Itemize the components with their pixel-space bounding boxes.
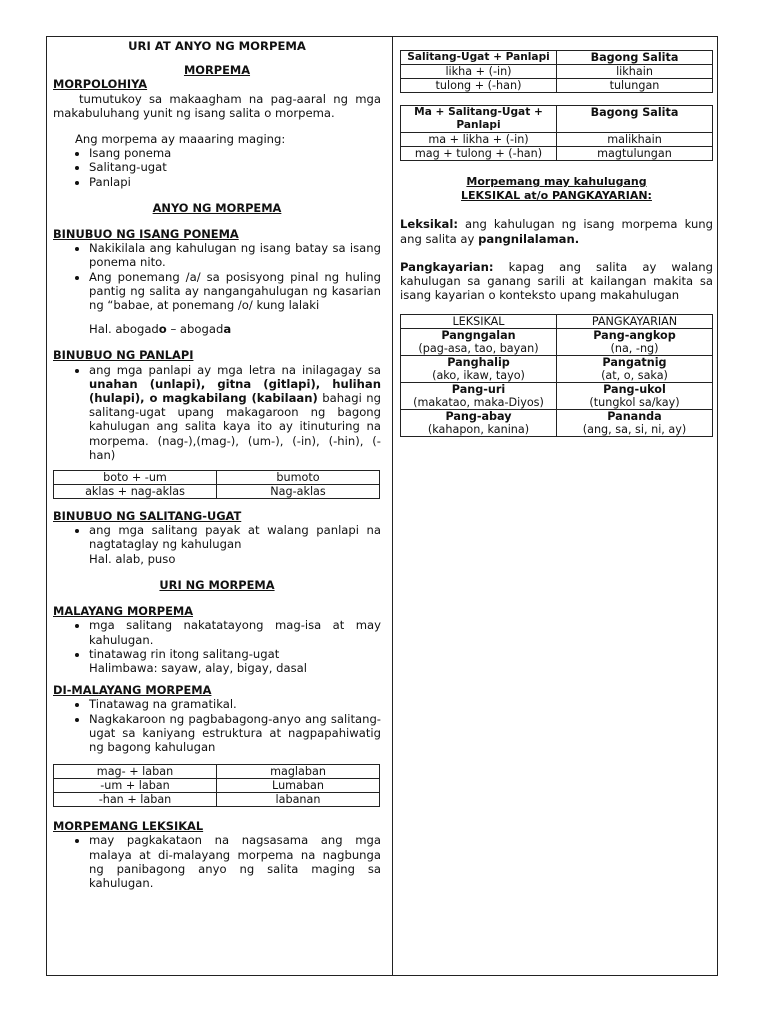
table-cell bbox=[401, 383, 557, 410]
list-item: • Panlapi bbox=[89, 175, 381, 189]
leksikal-label: Leksikal: bbox=[400, 217, 458, 232]
list-item: • Ang ponemang /a/ sa posisyong pinal ng huling pantig ng salita ay nangangahulugan ng kasarian ng “babae, at ponemang /o/ kung lalaki bbox=[89, 270, 381, 313]
leksikal-bold: pangnilalaman. bbox=[478, 231, 580, 246]
table-cell: bumoto bbox=[217, 471, 380, 485]
ugat-example: Hal. alab, puso bbox=[89, 551, 176, 566]
maaring-list bbox=[53, 146, 381, 189]
list-item bbox=[89, 363, 381, 462]
right-column bbox=[400, 39, 713, 437]
table-cell bbox=[401, 329, 557, 356]
document-title: URI AT ANYO NG MORPEMA bbox=[128, 39, 306, 53]
dimalaya-heading: DI-MALAYANG MORPEMA bbox=[53, 683, 212, 698]
cell-title: Panghalip bbox=[447, 356, 510, 370]
table-cell: aklas + nag-aklas bbox=[54, 485, 217, 499]
table-cell: malikhain bbox=[557, 133, 713, 147]
table-cell: likha + (-in) bbox=[401, 65, 557, 79]
leksikal-pangkayarian-table bbox=[400, 314, 713, 437]
morpolohiya-text: tumutukoy sa makaagham na pag-aaral ng mga makabuluhang yunit ng isang salita o morpema. bbox=[53, 91, 381, 120]
ponema-example bbox=[53, 322, 381, 336]
table-cell bbox=[557, 383, 713, 410]
ugat-list bbox=[53, 523, 381, 551]
table-header: Salitang-Ugat + Panlapi bbox=[401, 51, 557, 65]
panlapi-bold: unahan (unlapi), gitna (gitlapi), hulihan (hulapi), o magkabilang (kabilaan) bbox=[89, 376, 381, 406]
example-letter-o: o bbox=[158, 322, 167, 337]
malaya-example: Halimbawa: sayaw, alay, bigay, dasal bbox=[89, 660, 307, 675]
table-row bbox=[54, 765, 380, 779]
cell-sub: (at, o, saka) bbox=[601, 369, 668, 383]
table-cell: ma + likha + (-in) bbox=[401, 133, 557, 147]
ma-salitang-ugat-table bbox=[400, 105, 713, 161]
column-divider bbox=[392, 37, 393, 975]
table-cell: -han + laban bbox=[54, 793, 217, 807]
cell-sub: (makatao, maka-Diyos) bbox=[413, 396, 544, 410]
ponema-heading: BINUBUO NG ISANG PONEMA bbox=[53, 227, 239, 242]
table-cell: maglaban bbox=[217, 765, 380, 779]
left-column bbox=[53, 39, 381, 890]
ugat-heading: BINUBUO NG SALITANG-UGAT bbox=[53, 509, 242, 524]
kahulugan-subtitle: LEKSIKAL at/o PANGKAYARIAN: bbox=[461, 189, 652, 203]
table-row bbox=[54, 485, 380, 499]
list-item: • may pagkakataon na nagsasama ang mga malaya at di-malayang morpema na nagbunga ng panibagong anyo ng salita maging sa kahulugan. bbox=[89, 833, 381, 890]
morpema-title: MORPEMA bbox=[183, 63, 251, 78]
cell-title: Pang-uri bbox=[451, 383, 506, 397]
malaya-text: tinatawag rin itong salitang-ugat bbox=[89, 646, 280, 661]
table-header-row bbox=[401, 51, 713, 65]
table-row bbox=[401, 79, 713, 93]
list-item: • Salitang-ugat bbox=[89, 160, 381, 174]
table-cell: labanan bbox=[217, 793, 380, 807]
cell-title: Pang-angkop bbox=[593, 329, 676, 343]
morpolohiya-heading: MORPOLOHIYA bbox=[53, 77, 148, 92]
table-cell: mag + tulong + (-han) bbox=[401, 147, 557, 161]
cell-title: Pang-abay bbox=[445, 410, 512, 424]
table-header: Bagong Salita bbox=[557, 106, 713, 133]
example-text: Hal. abogad bbox=[89, 322, 159, 337]
table-cell bbox=[557, 410, 713, 437]
list-item: • ang mga salitang payak at walang panlapi na nagtataglay ng kahulugan bbox=[89, 523, 381, 551]
panlapi-table bbox=[53, 470, 380, 499]
malaya-heading: MALAYANG MORPEMA bbox=[53, 604, 194, 619]
panlapi-text: ang mga panlapi ay mga letra na inilagagay sa bbox=[89, 362, 381, 377]
table-cell bbox=[401, 356, 557, 383]
table-cell: Nag-aklas bbox=[217, 485, 380, 499]
list-item: • Nagkakaroon ng pagbabagong-anyo ang salitang-ugat sa kaniyang estruktura at nagpapahiwatig ng bagong kahulugan bbox=[89, 712, 381, 755]
table-header: PANGKAYARIAN bbox=[557, 315, 713, 329]
cell-title: Pang-ukol bbox=[603, 383, 666, 397]
table-cell bbox=[557, 329, 713, 356]
cell-sub: (tungkol sa/kay) bbox=[589, 396, 680, 410]
cell-sub: (ang, sa, si, ni, ay) bbox=[582, 423, 687, 437]
panlapi-list bbox=[53, 363, 381, 462]
malaya-list bbox=[53, 618, 381, 675]
cell-title: Pangatnig bbox=[602, 356, 667, 370]
maaring-intro: Ang morpema ay maaaring maging: bbox=[75, 132, 286, 147]
cell-sub: (na, -ng) bbox=[610, 342, 659, 356]
table-row bbox=[401, 65, 713, 79]
table-cell: magtulungan bbox=[557, 147, 713, 161]
table-row bbox=[401, 356, 713, 383]
leksikal-text: ang kahulugan ng isang morpema kung ang salita ay bbox=[400, 217, 713, 246]
table-row bbox=[54, 779, 380, 793]
table-row bbox=[401, 133, 713, 147]
list-item: • mga salitang nakatatayong mag-isa at may kahulugan. bbox=[89, 618, 381, 646]
list-item bbox=[89, 647, 381, 675]
table-header: Bagong Salita bbox=[557, 51, 713, 65]
panlapi-text: bahagi ng salitang-ugat upang makagaroon ng bagong kahulugan ang salita kaya ito ay itinuturing na morpema. (nag-),(mag-), (um-), (-in), (-hin), (-han) bbox=[89, 391, 382, 462]
uri-title: URI NG MORPEMA bbox=[159, 577, 275, 592]
table-cell: tulungan bbox=[557, 79, 713, 93]
table-header: LEKSIKAL bbox=[401, 315, 557, 329]
list-item: • Isang ponema bbox=[89, 146, 381, 160]
table-row bbox=[401, 147, 713, 161]
table-cell: Lumaban bbox=[217, 779, 380, 793]
list-item: • Nakikilala ang kahulugan ng isang batay sa isang ponema nito. bbox=[89, 241, 381, 269]
pangkayarian-definition bbox=[400, 260, 713, 303]
table-cell bbox=[557, 356, 713, 383]
table-row bbox=[401, 329, 713, 356]
table-cell bbox=[401, 410, 557, 437]
leksikal-list bbox=[53, 833, 381, 890]
cell-sub: (pag-asa, tao, bayan) bbox=[418, 342, 539, 356]
table-row bbox=[401, 410, 713, 437]
cell-sub: (kahapon, kanina) bbox=[427, 423, 530, 437]
table-header-row bbox=[401, 315, 713, 329]
ponema-list bbox=[53, 241, 381, 312]
cell-title: Pananda bbox=[607, 410, 662, 424]
table-header: Ma + Salitang-Ugat + Panlapi bbox=[401, 106, 557, 133]
list-item: • Tinatawag na gramatikal. bbox=[89, 697, 381, 711]
cell-title: Pangngalan bbox=[441, 329, 516, 343]
pangkayarian-label: Pangkayarian: bbox=[400, 259, 494, 274]
table-cell: tulong + (-han) bbox=[401, 79, 557, 93]
anyo-title: ANYO NG MORPEMA bbox=[152, 200, 282, 215]
table-cell: boto + -um bbox=[54, 471, 217, 485]
leksikal-heading: MORPEMANG LEKSIKAL bbox=[53, 819, 204, 834]
table-row bbox=[54, 471, 380, 485]
example-text: – abogad bbox=[166, 322, 224, 337]
table-cell: mag- + laban bbox=[54, 765, 217, 779]
table-header-row bbox=[401, 106, 713, 133]
table-row bbox=[401, 383, 713, 410]
dimalaya-list bbox=[53, 697, 381, 754]
leksikal-definition bbox=[400, 217, 713, 245]
table-cell: -um + laban bbox=[54, 779, 217, 793]
salitang-ugat-table bbox=[400, 50, 713, 93]
document-sheet bbox=[46, 36, 718, 976]
example-letter-a: a bbox=[223, 322, 232, 337]
dimalaya-table bbox=[53, 764, 380, 807]
cell-sub: (ako, ikaw, tayo) bbox=[432, 369, 525, 383]
panlapi-heading: BINUBUO NG PANLAPI bbox=[53, 348, 194, 363]
table-cell: likhain bbox=[557, 65, 713, 79]
pangkayarian-text: kapag ang salita ay walang kahulugan sa ganang sarili at kailangan makita sa isang kayarian o konteksto upang makahulugan bbox=[400, 259, 713, 303]
kahulugan-title: Morpemang may kahulugang bbox=[466, 175, 647, 188]
table-row bbox=[54, 793, 380, 807]
